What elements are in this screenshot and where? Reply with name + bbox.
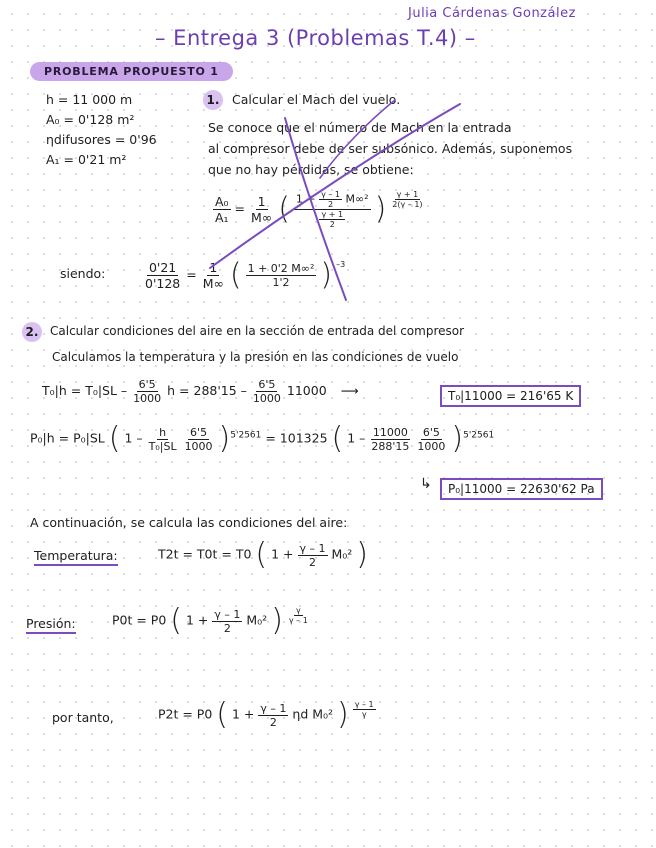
pt-gamma-den: 2: [223, 621, 231, 635]
strike-stroke-long: [210, 104, 460, 268]
mach-squared: M∞²: [345, 192, 369, 206]
total-pressure-equation: P0t = P0 ( 1 + $\frac{\gamma - 1}{2}$ M₀² ) $\frac{\gamma}{\gamma - 1}$: [112, 603, 308, 638]
pres-h2-den: 288'15: [371, 439, 410, 453]
pt-inner: 1 +: [186, 612, 209, 628]
total-temperature-equation: T2t = T0t = T0 ( 1 + $\frac{\gamma - 1}{2}$ M₀² ): [158, 537, 369, 572]
tt-gamma-num: γ – 1: [299, 541, 326, 555]
section-badge: PROBLEMA PROPUESTO 1: [30, 62, 233, 81]
pres-one-minus-2: 1 –: [347, 430, 366, 446]
pt-gamma-num: γ – 1: [214, 607, 241, 621]
inner-denominator-num: γ + 1: [321, 210, 344, 219]
numeric-inverse-mach-num: 1: [209, 260, 218, 275]
tt-gamma-fraction: [298, 542, 328, 569]
arrow-icon: ⟶: [340, 383, 359, 398]
step-1-title: Calcular el Mach del vuelo.: [232, 92, 401, 107]
tt-inner: 1 +: [271, 546, 294, 562]
pres-h-num: h: [159, 425, 167, 439]
area-ratio-num: A₀: [215, 194, 229, 209]
numeric-area-ratio-num: 0'21: [148, 260, 177, 275]
pres-c2-den: 1000: [417, 439, 446, 453]
temperature-label: Temperatura:: [34, 548, 118, 566]
lapse-rate-numeric-den: 1000: [252, 392, 281, 405]
pres-c-den: 1000: [184, 439, 213, 453]
pres-c2-num: 6'5: [422, 425, 440, 439]
numeric-inner-num: 1 + 0'2 M∞²: [247, 262, 315, 275]
given-area-a0: A₀ = 0'128 m²: [46, 112, 135, 127]
pt-exponent-num: γ: [295, 606, 301, 615]
pressure-altitude-equation: P₀|h = P₀|SL ( 1 – $\frac{h}{\text{T₀|SL}}$ $\frac{6'5}{1000}$ )$^{5'2561}$ = 101325 ( 1 – $\frac{11000}{288'15}$ $\frac{6'5}{1000}$ )$^{5'2561}$: [30, 421, 495, 456]
step-1-number: 1.: [203, 90, 223, 110]
compressor-pressure-equation: P2t = P0 ( 1 + $\frac{\gamma - 1}{2}$ ηd M₀² ) $\frac{\gamma - 1}{\gamma}$: [158, 697, 374, 732]
page-title: – Entrega 3 (Problemas T.4) –: [155, 26, 476, 50]
numeric-inner-den: 1'2: [272, 276, 290, 289]
pt-mach: M₀²: [246, 612, 268, 628]
step-2-title: Calcular condiciones del aire en la sección de entrada del compresor: [50, 324, 465, 338]
author-name: Julia Cárdenas González: [408, 6, 576, 21]
pres-h2-num: 11000: [372, 425, 408, 439]
pres-c-num: 6'5: [190, 425, 208, 439]
pres-exponent: 5'2561: [230, 430, 262, 441]
pres-h-fraction: [147, 426, 179, 453]
exponent-den: 2(γ – 1): [392, 200, 423, 209]
p2t-inner: 1 +: [232, 706, 255, 722]
given-area-a1: A₁ = 0'21 m²: [46, 152, 127, 167]
tt-gamma-den: 2: [309, 555, 316, 569]
pressure-label: Presión:: [26, 616, 76, 634]
gamma-term-num: γ – 1: [321, 190, 341, 199]
step-1-text-line-3: que no hay pérdidas, se obtiene:: [208, 162, 414, 177]
pres-c2-fraction: [415, 426, 447, 453]
p2t-lhs: P2t = P0: [158, 706, 213, 722]
lapse-rate-num: 6'5: [138, 378, 156, 391]
p2t-gamma-den: 2: [269, 715, 277, 729]
lapse-rate-den: 1000: [133, 392, 162, 405]
hook-arrow-icon: ↳: [420, 476, 432, 492]
temp-mid: h = 288'15 –: [167, 383, 247, 398]
area-ratio-den: A₁: [215, 210, 229, 225]
temperature-altitude-equation: [42, 378, 359, 405]
p2t-exponent: [353, 700, 376, 719]
temp-lhs: T₀|h = T₀|SL –: [42, 383, 128, 398]
inverse-mach-den: M∞: [251, 210, 273, 225]
area-mach-equation: $\frac{\text{A₀}}{\text{A₁}}$ = $\frac{1}{M\infty}$ ( 1 + $\frac{\gamma - 1}{2}$ M∞² $\frac{\gamma + 1}{2}$ ) $\frac{\gamma + 1}{2(\gamma - 1)}$: [215, 190, 423, 229]
numeric-area-ratio-den: 0'128: [145, 276, 181, 291]
numeric-inverse-mach-den: M∞: [202, 276, 224, 291]
temperature-result-box: T₀|11000 = 216'65 K: [440, 385, 581, 407]
inverse-mach-num: 1: [257, 194, 266, 209]
p2t-exponent-num: γ – 1: [354, 700, 374, 709]
step-1-text-line-1: Se conoce que el número de Mach en la entrada: [208, 120, 512, 135]
tt-lhs: T2t = T0t = T0: [158, 546, 252, 562]
p2t-exponent-den: γ: [361, 710, 367, 719]
pres-exponent-2: 5'2561: [463, 430, 495, 441]
pres-c-fraction: [183, 426, 215, 453]
inner-denominator-den: 2: [329, 220, 335, 229]
p2t-gamma-fraction: [258, 702, 288, 729]
continuation-text: A continuación, se calcula las condiciones del aire:: [30, 515, 348, 530]
siendo-label: siendo:: [60, 266, 106, 281]
numeric-area-mach-equation: $\frac{0'21}{0'128}$ = $\frac{1}{M\infty}$ ( $\frac{\text{1 + 0'2 M∞²}}{1'2}$ ) $^{-3}$: [145, 257, 346, 293]
given-diffuser-efficiency: ηdifusores = 0'96: [46, 132, 157, 147]
exponent-num: γ + 1: [396, 190, 419, 199]
temp-tail: 11000: [286, 383, 327, 398]
lapse-rate: [131, 378, 163, 405]
numeric-exponent: –3: [336, 260, 346, 269]
pt-exponent-den: γ – 1: [288, 616, 308, 625]
therefore-label: por tanto,: [52, 710, 114, 725]
inner-prefix: 1 +: [295, 192, 316, 206]
lapse-rate-numeric-num: 6'5: [258, 378, 276, 391]
pres-mid: = 101325: [265, 430, 328, 446]
given-altitude: h = 11 000 m: [46, 92, 133, 107]
step-1-text-line-2: al compresor debe de ser subsónico. Además, suponemos: [208, 141, 573, 156]
pt-gamma-fraction: [212, 608, 242, 635]
tt-mach: M₀²: [331, 546, 353, 562]
pressure-result-box: P₀|11000 = 22630'62 Pa: [440, 478, 603, 500]
pres-h2-fraction: [369, 426, 411, 453]
pt-exponent: [287, 606, 310, 625]
gamma-term-den: 2: [328, 200, 334, 209]
pres-lhs: P₀|h = P₀|SL: [30, 430, 105, 446]
pres-h-den: T₀|SL: [148, 439, 177, 453]
pt-lhs: P0t = P0: [112, 612, 167, 628]
lapse-rate-numeric: [251, 378, 283, 405]
p2t-mach: ηd M₀²: [292, 706, 334, 722]
p2t-gamma-num: γ – 1: [260, 701, 287, 715]
step-2-number: 2.: [22, 322, 42, 342]
pres-one-minus: 1 –: [124, 430, 143, 446]
step-2-text-line-1: Calculamos la temperatura y la presión en las condiciones de vuelo: [52, 350, 459, 364]
